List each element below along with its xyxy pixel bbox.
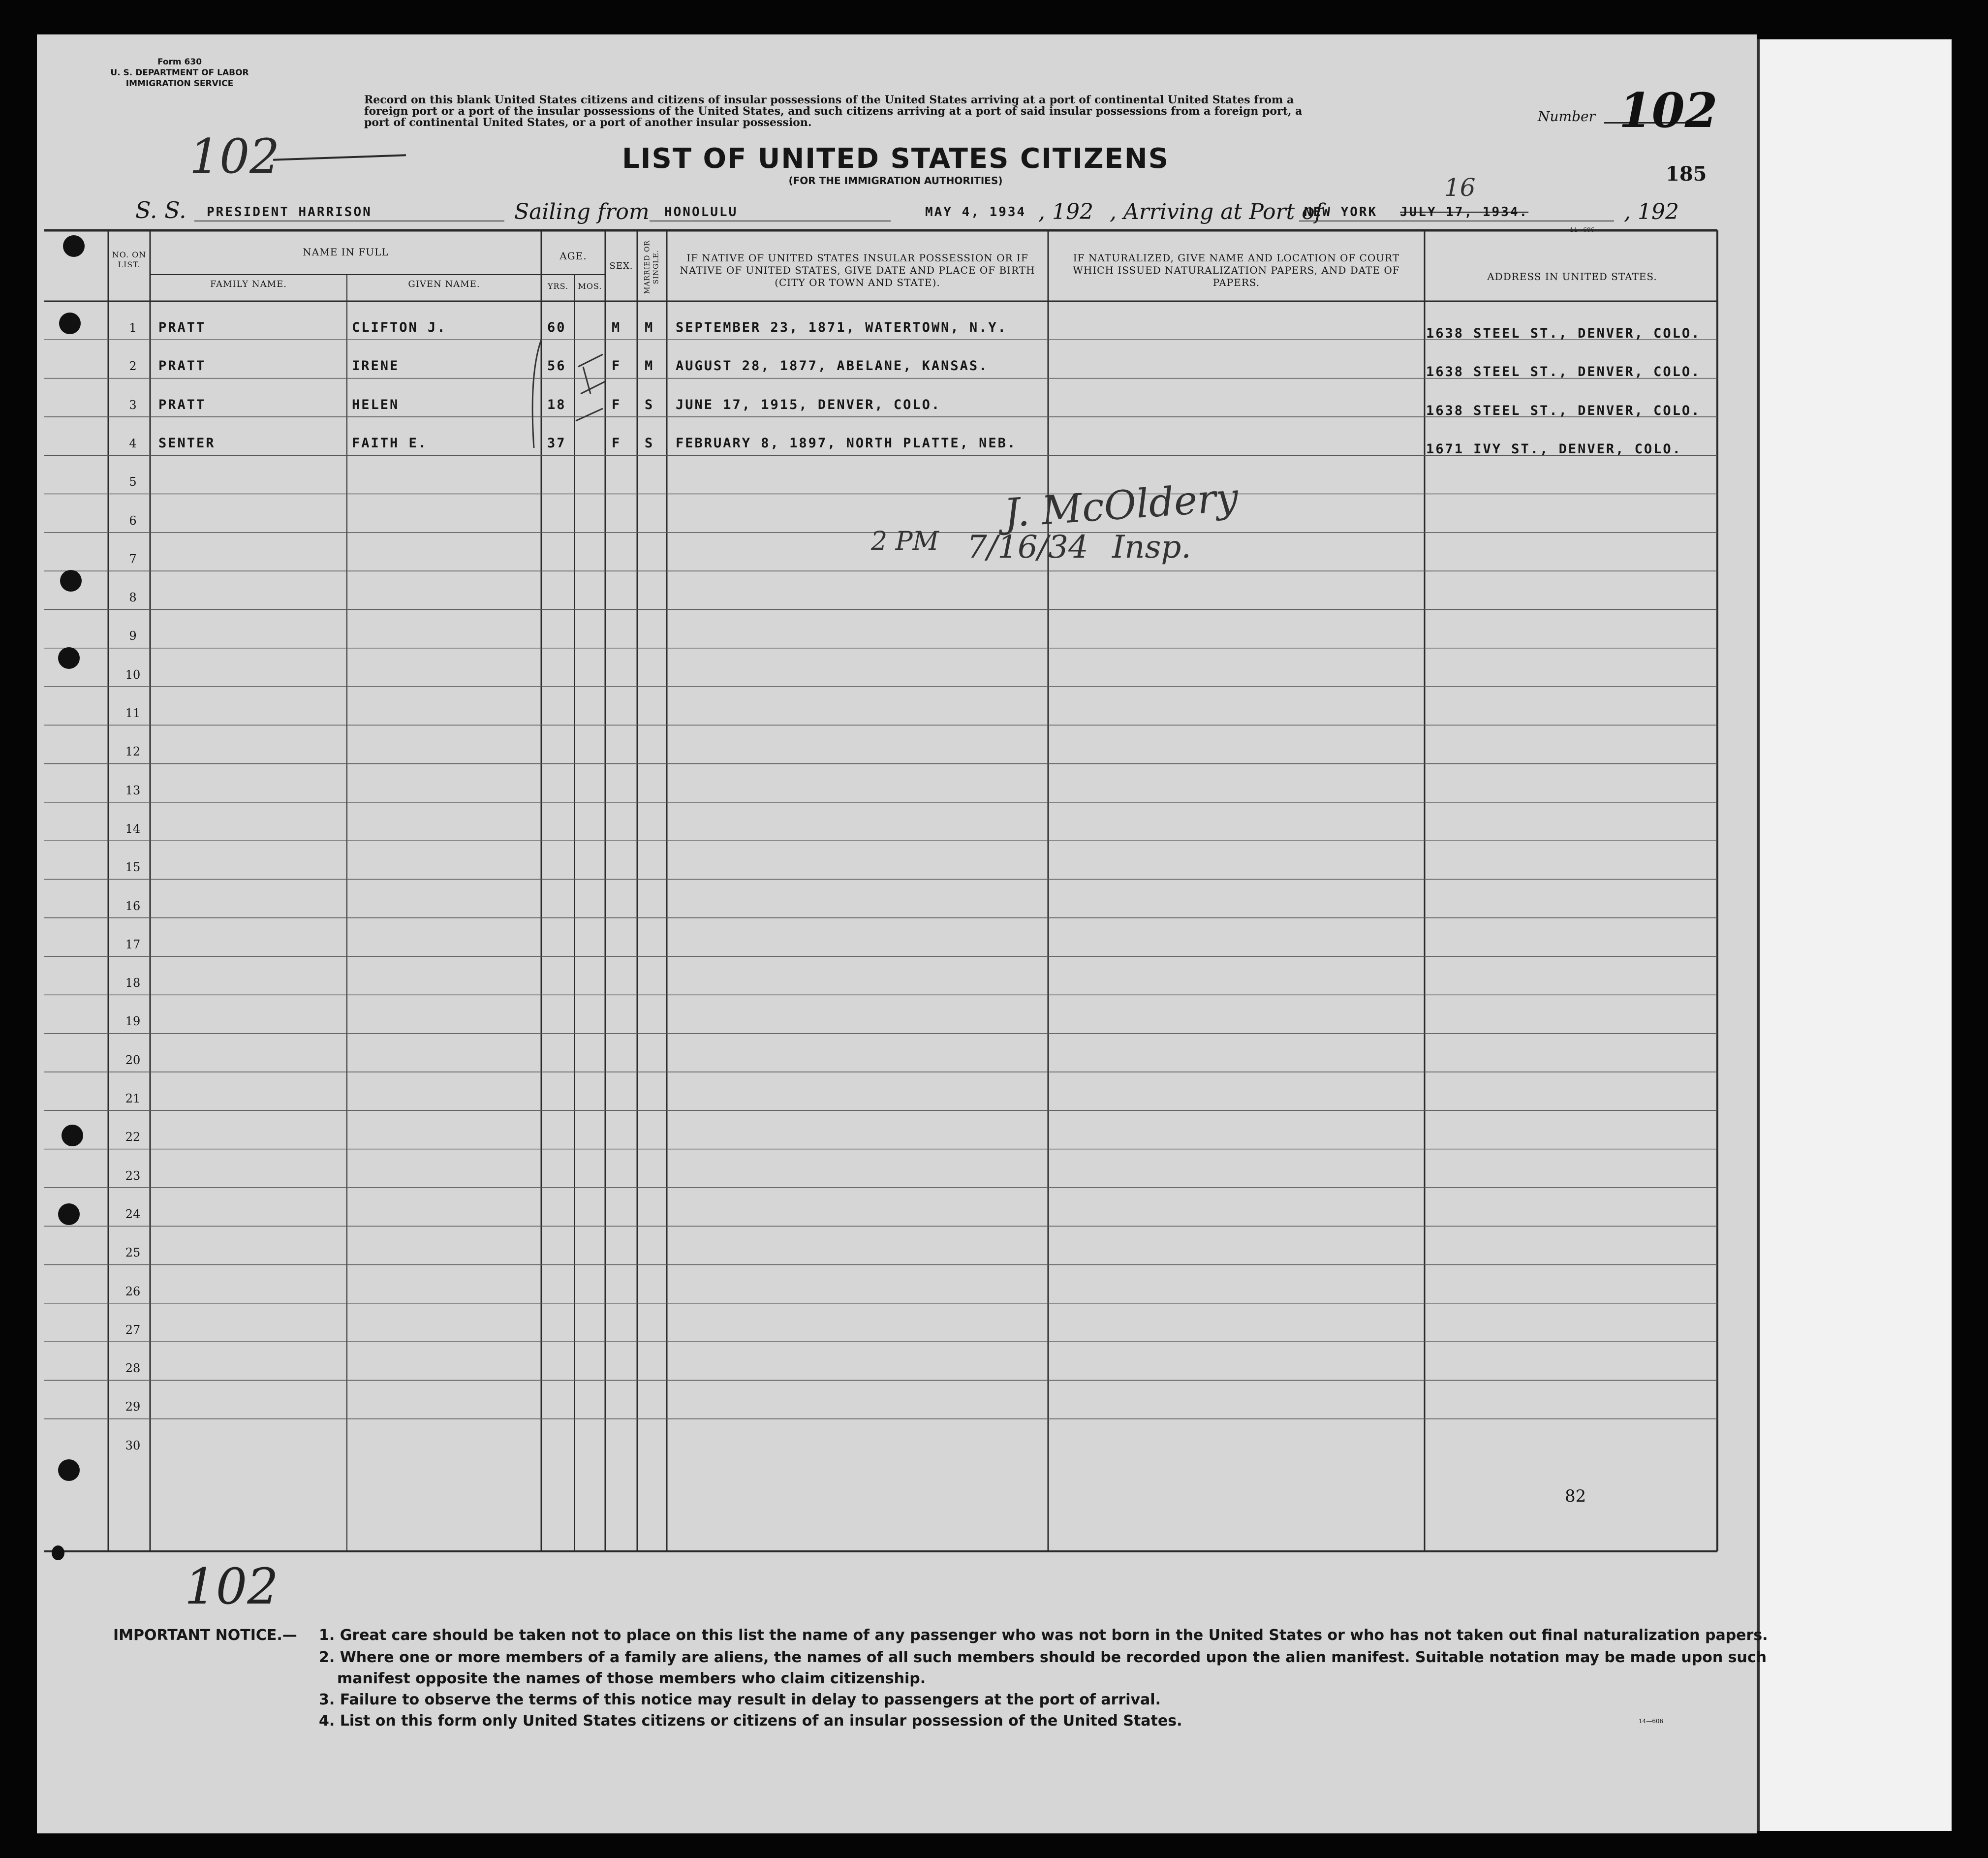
- row-number: 20: [125, 1053, 141, 1067]
- header-age: AGE.: [559, 250, 587, 262]
- page-number: 185: [1666, 162, 1707, 186]
- row-number: 13: [125, 783, 141, 797]
- age-years-cell: 37: [547, 435, 566, 451]
- punch-hole: [52, 1545, 64, 1560]
- arrival-date: JULY 17, 1934.: [1400, 205, 1529, 220]
- given-name-cell: IRENE: [352, 358, 400, 374]
- header-months: MOS.: [578, 282, 602, 291]
- header-years: YRS.: [547, 282, 569, 291]
- header-naturalization: IF NATURALIZED, GIVE NAME AND LOCATION OF COURT WHICH ISSUED NATURALIZATION PAPERS, AND DATE OF PAPERS.: [1073, 252, 1400, 288]
- given-name-cell: FAITH E.: [352, 435, 428, 451]
- ship-name: PRESIDENT HARRISON: [207, 205, 372, 220]
- header-birth-details: IF NATIVE OF UNITED STATES INSULAR POSSESSION OR IF NATIVE OF UNITED STATES, GIVE DATE AND PLACE OF BIRTH (CITY OR TOWN AND STATE).: [680, 252, 1035, 288]
- sailing-from-label: Sailing from: [514, 199, 650, 224]
- row-number: 30: [125, 1438, 141, 1452]
- row-number: 2: [129, 359, 137, 374]
- header-sex: SEX.: [609, 261, 633, 271]
- sheet-mark: 82: [1565, 1486, 1586, 1506]
- header-given-name: GIVEN NAME.: [408, 279, 480, 289]
- marital-status-cell: S: [645, 397, 654, 412]
- address-cell: 1638 STEEL ST., DENVER, COLO.: [1426, 403, 1701, 418]
- marital-status-cell: M: [645, 358, 654, 374]
- row-number: 27: [125, 1323, 141, 1337]
- sailing-date: MAY 4, 1934: [925, 205, 1026, 220]
- sailing-port: HONOLULU: [664, 205, 738, 220]
- instructions-line-2: foreign port or a port of the insular possessions of the United States, and such citizens arriving at a port of said insular possessions from a foreign port, a: [364, 105, 1303, 118]
- list-number: 102: [1619, 83, 1718, 138]
- row-number: 16: [125, 899, 141, 913]
- given-name-cell: HELEN: [352, 397, 400, 412]
- birth-details-cell: FEBRUARY 8, 1897, NORTH PLATTE, NEB.: [676, 435, 1017, 451]
- address-cell: 1638 STEEL ST., DENVER, COLO.: [1426, 364, 1701, 380]
- instructions-line-3: port of continental United States, or a port of another insular possession.: [364, 116, 812, 129]
- row-number: 25: [125, 1246, 141, 1260]
- annotation-time: 2 PM: [871, 527, 939, 556]
- sex-cell: F: [612, 397, 621, 412]
- document-title: LIST OF UNITED STATES CITIZENS: [622, 143, 1169, 175]
- row-number: 22: [125, 1130, 141, 1144]
- form-number: Form 630: [157, 57, 202, 67]
- notice-item-1: 1. Great care should be taken not to place on this list the name of any passenger who was not born in the United States or who has not taken out final naturalization papers.: [319, 1627, 1768, 1644]
- row-number: 7: [129, 552, 137, 566]
- row-number: 18: [125, 976, 141, 990]
- year-suffix-2: , 192: [1624, 199, 1679, 224]
- age-years-cell: 56: [547, 358, 566, 374]
- row-number: 23: [125, 1168, 141, 1183]
- department-name: U. S. DEPARTMENT OF LABOR: [110, 68, 249, 78]
- age-years-cell: 18: [547, 397, 566, 412]
- inspector-title: Insp.: [1112, 529, 1191, 566]
- header-name-in-full: NAME IN FULL: [303, 246, 389, 258]
- row-number: 6: [129, 513, 137, 528]
- punch-hole: [62, 1125, 83, 1146]
- family-name-cell: PRATT: [158, 358, 206, 374]
- header-list-number: NO. ON LIST.: [112, 250, 147, 269]
- arrival-port: NEW YORK: [1304, 205, 1378, 220]
- given-name-cell: CLIFTON J.: [352, 320, 447, 335]
- row-number: 26: [125, 1284, 141, 1298]
- punch-hole: [58, 1459, 80, 1481]
- birth-details-cell: SEPTEMBER 23, 1871, WATERTOWN, N.Y.: [676, 320, 1007, 335]
- arriving-label: , Arriving at Port of: [1110, 199, 1323, 224]
- marital-status-cell: S: [645, 435, 654, 451]
- row-number: 12: [125, 745, 141, 759]
- printer-mark: 14—606: [1570, 226, 1595, 233]
- notice-heading: IMPORTANT NOTICE.—: [113, 1627, 297, 1644]
- year-suffix-1: , 192: [1038, 199, 1093, 224]
- row-number: 15: [125, 860, 141, 875]
- inspector-signature: J. McOldery: [1002, 474, 1240, 536]
- arrival-day-correction: 16: [1444, 173, 1476, 202]
- row-number: 5: [129, 475, 137, 489]
- row-number: 4: [129, 436, 137, 450]
- birth-details-cell: AUGUST 28, 1877, ABELANE, KANSAS.: [676, 358, 989, 374]
- row-number: 24: [125, 1207, 141, 1221]
- row-number: 11: [125, 706, 141, 720]
- row-number: 17: [125, 937, 141, 951]
- row-number: 9: [129, 629, 137, 643]
- age-years-cell: 60: [547, 320, 566, 335]
- ss-label: S. S.: [135, 197, 186, 223]
- birth-details-cell: JUNE 17, 1915, DENVER, COLO.: [676, 397, 941, 412]
- row-number: 3: [129, 398, 137, 412]
- punch-hole: [63, 235, 85, 257]
- notice-item-2-cont: manifest opposite the names of those members who claim citizenship.: [337, 1670, 926, 1687]
- header-family-name: FAMILY NAME.: [210, 279, 287, 289]
- row-number: 19: [125, 1014, 141, 1029]
- header-married-single: MARRIED OR SINGLE.: [643, 240, 660, 294]
- address-cell: 1638 STEEL ST., DENVER, COLO.: [1426, 326, 1701, 341]
- family-name-cell: PRATT: [158, 320, 206, 335]
- sex-cell: M: [612, 320, 621, 335]
- notice-item-4: 4. List on this form only United States citizens or citizens of an insular possession of the United States.: [319, 1712, 1182, 1730]
- address-cell: 1671 IVY ST., DENVER, COLO.: [1426, 441, 1682, 457]
- punch-hole: [58, 647, 80, 669]
- punch-hole: [58, 1203, 80, 1225]
- handwritten-number-bottom: 102: [185, 1558, 279, 1615]
- service-name: IMMIGRATION SERVICE: [125, 79, 234, 89]
- row-number: 1: [129, 321, 137, 335]
- header-address: ADDRESS IN UNITED STATES.: [1487, 271, 1657, 283]
- family-name-cell: SENTER: [158, 435, 216, 451]
- row-number: 10: [125, 667, 141, 682]
- row-number: 21: [125, 1092, 141, 1105]
- marital-status-cell: M: [645, 320, 654, 335]
- sex-cell: F: [612, 435, 621, 451]
- number-label: Number: [1538, 108, 1595, 125]
- row-number: 14: [125, 821, 141, 836]
- row-number: 29: [125, 1400, 141, 1414]
- family-name-cell: PRATT: [158, 397, 206, 412]
- document-subtitle: (FOR THE IMMIGRATION AUTHORITIES): [788, 175, 1003, 187]
- handwritten-number-top: 102: [189, 129, 280, 184]
- punch-hole: [60, 570, 82, 592]
- sex-cell: F: [612, 358, 621, 374]
- instructions-line-1: Record on this blank United States citizens and citizens of insular possessions of the United States arriving at a port of continental United States from a: [364, 94, 1294, 106]
- row-number: 28: [125, 1361, 141, 1376]
- annotation-date: 7/16/34: [967, 529, 1088, 566]
- row-number: 8: [129, 591, 137, 605]
- notice-code: 14—606: [1639, 1718, 1664, 1725]
- notice-item-3: 3. Failure to observe the terms of this notice may result in delay to passengers at the port of arrival.: [319, 1691, 1161, 1708]
- notice-item-2: 2. Where one or more members of a family are aliens, the names of all such members should be recorded upon the alien manifest. Suitable notation may be made upon such: [319, 1649, 1767, 1666]
- punch-hole: [59, 313, 81, 334]
